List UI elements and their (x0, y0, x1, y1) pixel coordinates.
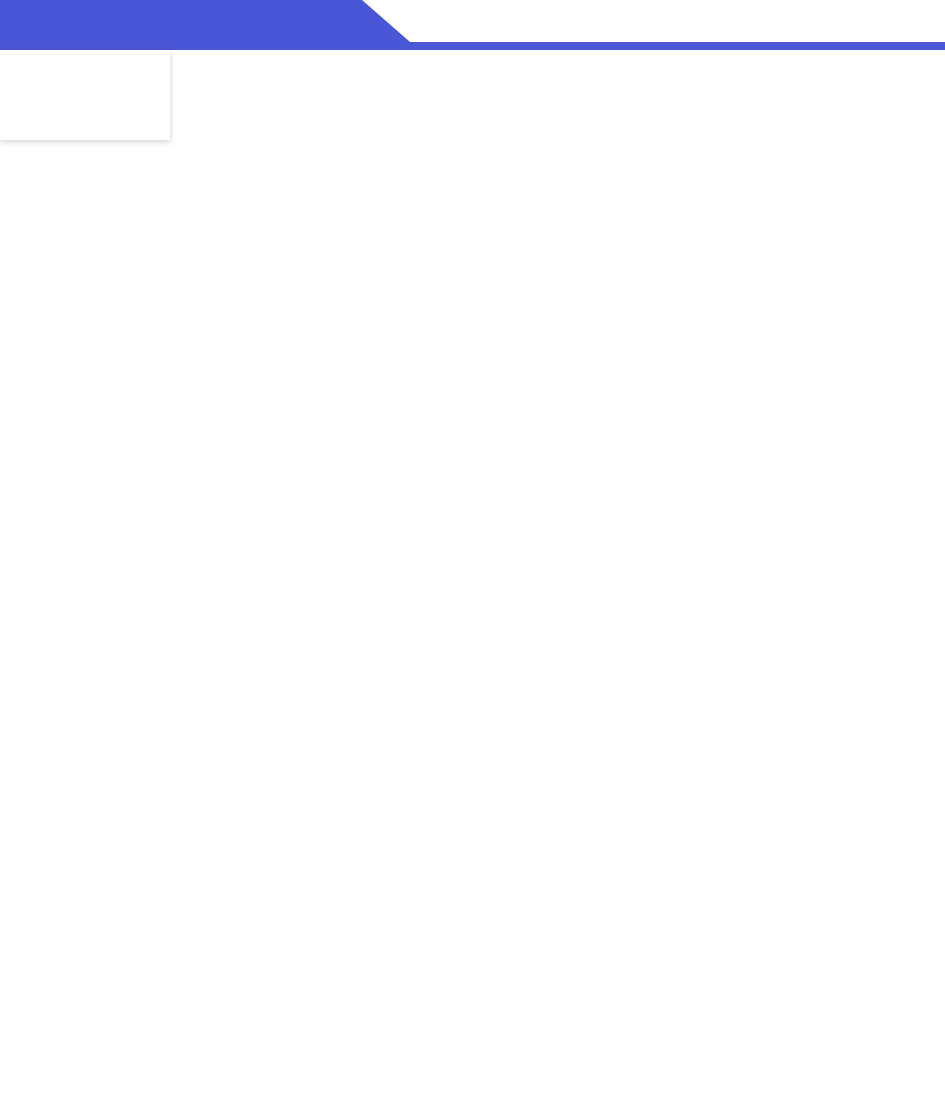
model-header-row (0, 50, 945, 140)
spec-table (0, 140, 945, 1112)
banner-shape (0, 0, 945, 50)
model-label-cell (0, 50, 170, 140)
header-banner (0, 0, 945, 50)
